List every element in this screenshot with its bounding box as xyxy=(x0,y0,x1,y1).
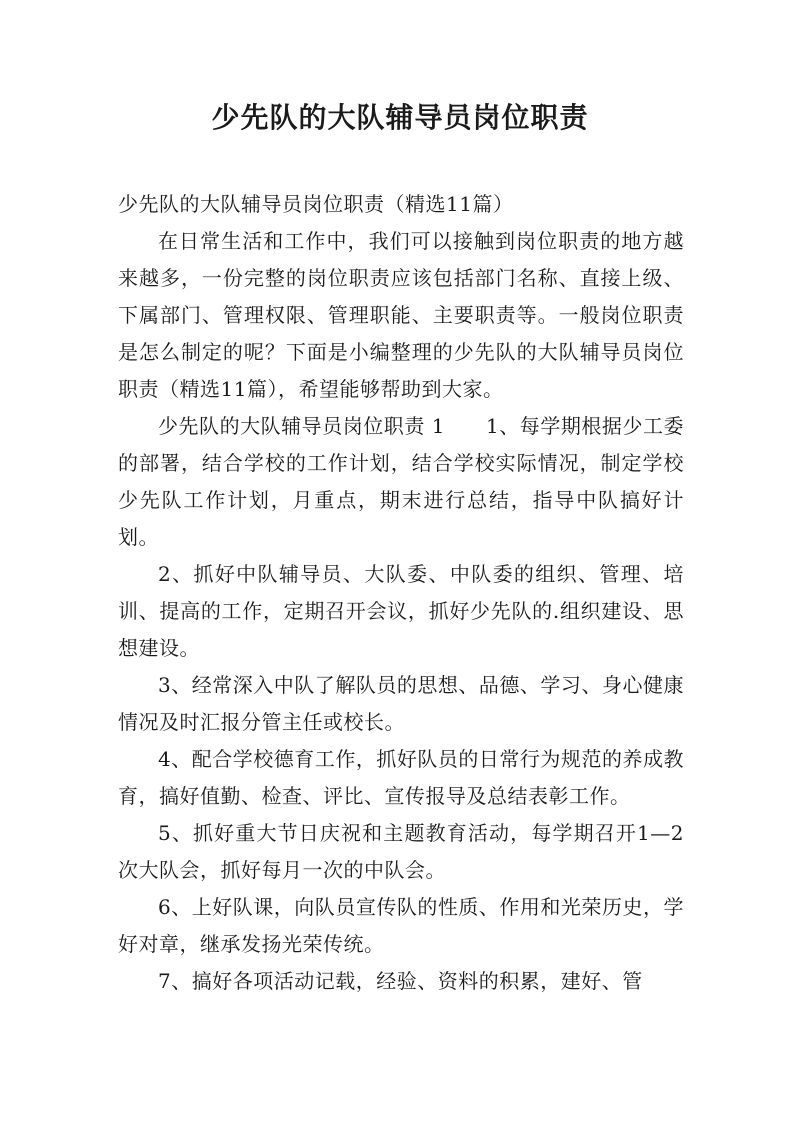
duty-paragraph-5: 5、抓好重大节日庆祝和主题教育活动，每学期召开1—2次大队会，抓好每月一次的中队会。 xyxy=(118,821,684,882)
duty-paragraph-1: 少先队的大队辅导员岗位职责 1 1、每学期根据少工委的部署，结合学校的工作计划，结合学校实际情况，制定学校少先队工作计划，月重点，期末进行总结，指导中队搞好计划。 xyxy=(118,414,684,549)
duty-paragraph-3: 3、经常深入中队了解队员的思想、品德、学习、身心健康情况及时汇报分管主任或校长。 xyxy=(118,673,684,734)
intro-paragraph: 在日常生活和工作中，我们可以接触到岗位职责的地方越来越多，一份完整的岗位职责应该包括部门名称、直接上级、下属部门、管理权限、管理职能、主要职责等。一般岗位职责是怎么制定的呢？下面是小编整理的少先队的大队辅导员岗位职责（精选11篇），希望能够帮助到大家。 xyxy=(118,229,684,401)
duty-paragraph-4: 4、配合学校德育工作，抓好队员的日常行为规范的养成教育，搞好值勤、检查、评比、宣传报导及总结表彰工作。 xyxy=(118,747,684,808)
duty-paragraph-2: 2、抓好中队辅导员、大队委、中队委的组织、管理、培训、提高的工作，定期召开会议，抓好少先队的.组织建设、思想建设。 xyxy=(118,562,684,660)
subtitle-paragraph: 少先队的大队辅导员岗位职责（精选11篇） xyxy=(118,192,514,216)
duty-paragraph-7: 7、搞好各项活动记载，经验、资料的积累，建好、管 xyxy=(158,969,643,993)
duty-paragraph-6: 6、上好队课，向队员宣传队的性质、作用和光荣历史，学好对章，继承发扬光荣传统。 xyxy=(118,895,684,956)
document-body xyxy=(118,186,684,1000)
document-title: 少先队的大队辅导员岗位职责 xyxy=(211,101,589,134)
